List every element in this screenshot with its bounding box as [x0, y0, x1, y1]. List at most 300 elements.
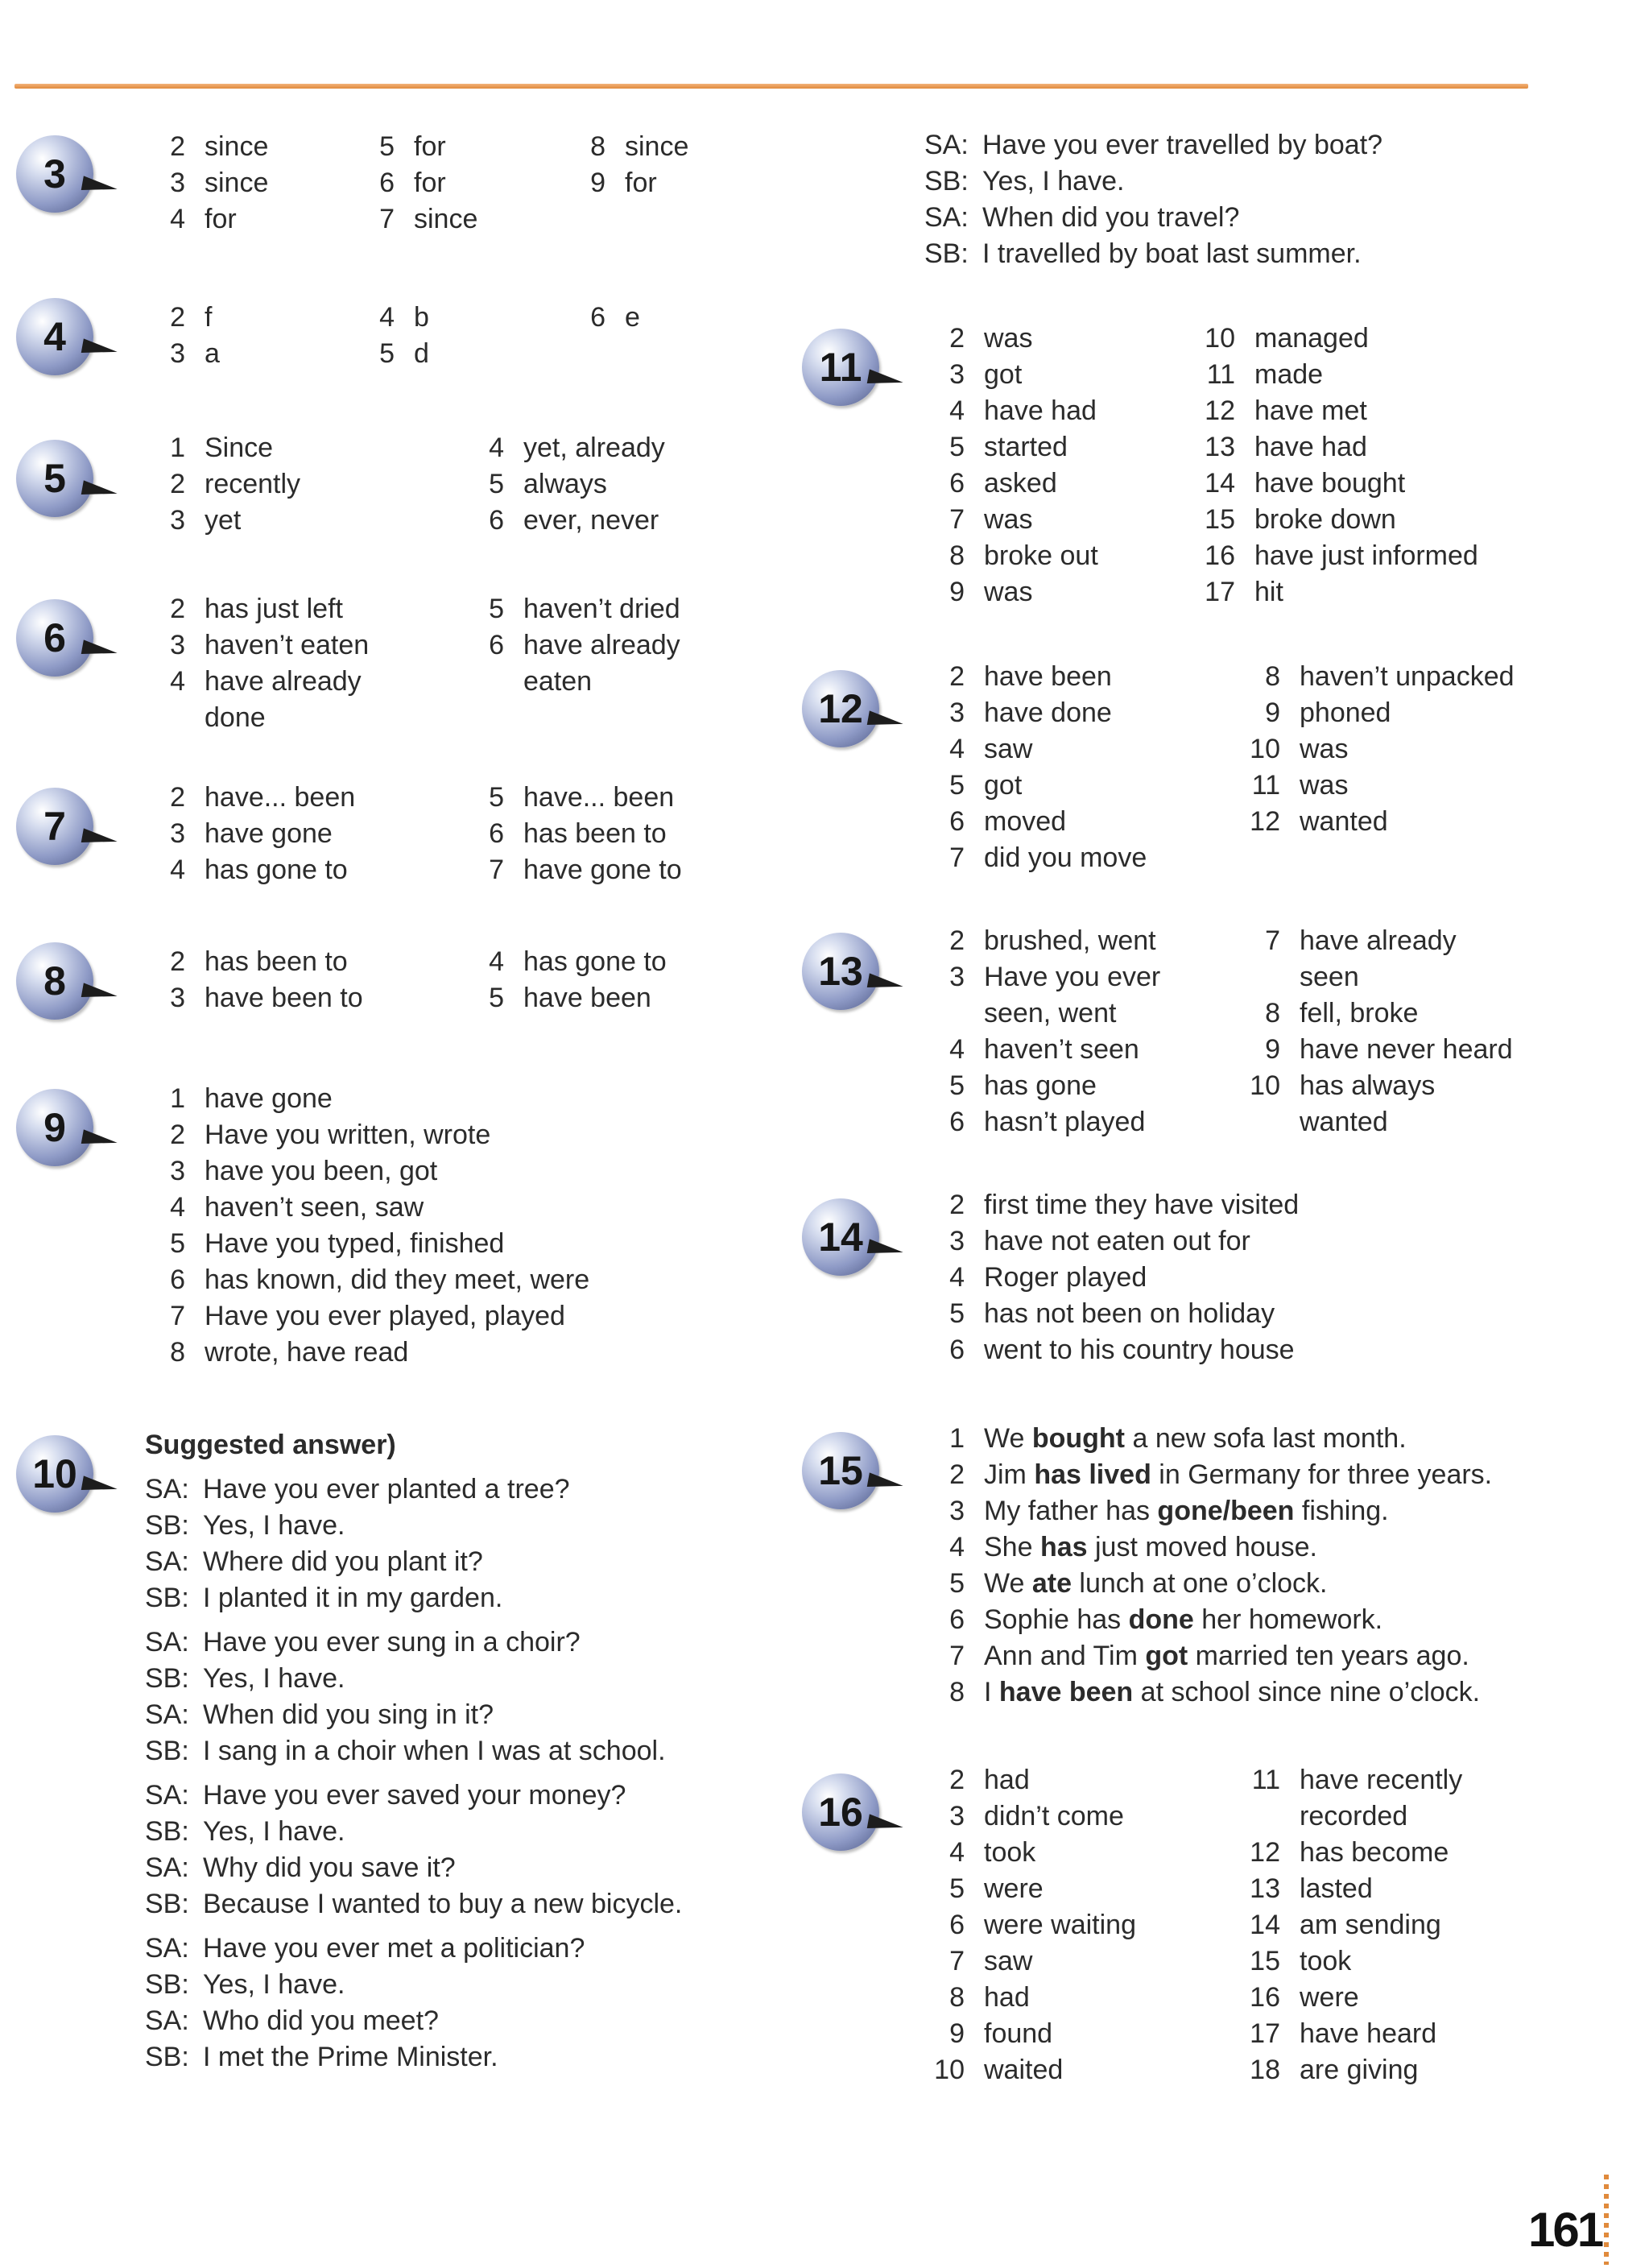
dialogue-text: Who did you meet?: [203, 2005, 439, 2036]
item-answer: had: [984, 1765, 1030, 1795]
item-answer: have gone: [205, 818, 333, 849]
answer-item: [1235, 1871, 1462, 1907]
speaker-label: SB:: [145, 1889, 189, 1919]
speaker-label: SB:: [145, 1510, 189, 1541]
speaker-label: SA:: [145, 1474, 189, 1504]
answer-item: [924, 695, 1147, 731]
speaker-label: SB:: [145, 1583, 189, 1613]
item-number: 4: [379, 302, 395, 333]
item-number: 3: [170, 338, 185, 369]
answer-item: [924, 357, 1098, 393]
answer-item: [924, 1980, 1136, 2016]
item-answer: have... been: [205, 782, 356, 813]
item-number: 6: [489, 505, 504, 536]
answer-item: [1235, 1068, 1513, 1104]
item-answer: went to his country house: [984, 1335, 1295, 1365]
dialogue-text: I travelled by boat last summer.: [982, 238, 1362, 269]
s4-col3: [565, 300, 640, 336]
s3-col2: [354, 129, 477, 238]
answer-item: [924, 574, 1098, 610]
item-answer: Since: [205, 432, 274, 463]
answer-item: [145, 627, 369, 664]
dialogue-text: Yes, I have.: [203, 1816, 345, 1847]
sentence-end: her homework.: [1193, 1604, 1383, 1635]
item-number: 13: [1250, 1873, 1280, 1904]
suggested-answer-heading: Suggested answer): [145, 1430, 396, 1460]
answer-item: [145, 700, 369, 736]
speaker-label: SA:: [145, 2005, 189, 2036]
answer-item: [145, 503, 300, 539]
item-answer: broke out: [984, 540, 1098, 571]
dialogue-text: I sang in a choir when I was at school.: [203, 1736, 666, 1766]
answer-item: [1190, 429, 1478, 466]
answer-item: [145, 1153, 589, 1190]
answer-item: [145, 1226, 589, 1262]
s10-answers: [145, 1427, 682, 2076]
answer-item: [145, 300, 220, 336]
item-number: 3: [170, 818, 185, 849]
item-number: 11: [1251, 1765, 1280, 1795]
item-number: 7: [949, 1946, 965, 1976]
s9-col1: [145, 1081, 589, 1371]
item-answer: am sending: [1300, 1910, 1441, 1940]
answer-item: [924, 1798, 1136, 1835]
answer-item: [464, 430, 665, 466]
item-answer: were: [984, 1873, 1044, 1904]
item-answer: was: [984, 577, 1033, 607]
item-answer: have already: [1300, 925, 1457, 956]
answer-item: [1235, 731, 1515, 768]
answer-item: [924, 1068, 1160, 1104]
answer-item: [924, 538, 1098, 574]
item-answer: have gone: [205, 1083, 333, 1114]
item-answer: has always: [1300, 1070, 1436, 1101]
sentence-end: just moved house.: [1087, 1532, 1317, 1562]
item-answer: e: [625, 302, 640, 333]
answer-item: [354, 165, 477, 201]
item-answer: found: [984, 2018, 1053, 2049]
item-number: 9: [1265, 1034, 1280, 1065]
item-number: 5: [489, 983, 504, 1013]
item-number: 2: [949, 661, 965, 692]
answer-item: [924, 1187, 1299, 1223]
s4-col2: [354, 300, 429, 372]
item-number: 6: [949, 1107, 965, 1137]
item-number: 4: [949, 1532, 965, 1562]
item-answer: was: [984, 323, 1033, 354]
item-number: 3: [949, 359, 965, 390]
answer-item: [145, 430, 300, 466]
speaker-label: SB:: [924, 166, 969, 197]
speaker-label: SA:: [145, 1699, 189, 1730]
item-answer: took: [1300, 1946, 1352, 1976]
s7-col1: [145, 780, 355, 888]
item-answer: have recently: [1300, 1765, 1463, 1795]
answer-item: [354, 201, 477, 238]
exercise-badge-11: 11: [802, 329, 879, 406]
answer-item: [1235, 1798, 1462, 1835]
answer-item: [924, 1296, 1299, 1332]
item-answer: yet, already: [523, 432, 665, 463]
page-edge-dots: [1604, 2175, 1609, 2265]
item-answer: Roger played: [984, 1262, 1147, 1293]
item-number: 6: [379, 168, 395, 198]
answer-item: [1190, 393, 1478, 429]
item-answer: for: [414, 168, 446, 198]
item-number: 9: [949, 577, 965, 607]
answer-item: [924, 466, 1098, 502]
item-answer: done: [205, 702, 266, 733]
sentence-end: in Germany for three years.: [1151, 1459, 1493, 1490]
sentence-line: [924, 1566, 1492, 1602]
answer-item: [1190, 574, 1478, 610]
answer-item: [354, 336, 429, 372]
item-answer: since: [414, 204, 478, 234]
item-number: 4: [949, 395, 965, 426]
item-answer: a: [205, 338, 220, 369]
item-answer: moved: [984, 806, 1067, 837]
item-answer: have never heard: [1300, 1034, 1513, 1065]
dialogue-text: Because I wanted to buy a new bicycle.: [203, 1889, 683, 1919]
answer-item: [924, 502, 1098, 538]
answer-item: [924, 1260, 1299, 1296]
item-number: 3: [170, 1156, 185, 1186]
item-number: 7: [1265, 925, 1280, 956]
item-number: 13: [1205, 432, 1235, 462]
speaker-label: SB:: [145, 1969, 189, 2000]
dialogue-text: I planted it in my garden.: [203, 1583, 503, 1613]
item-number: 7: [489, 855, 504, 885]
answer-item: [464, 664, 680, 700]
dialogue-line: [145, 1967, 682, 2003]
s8-col1: [145, 944, 363, 1016]
item-answer: have been: [984, 661, 1112, 692]
answer-item: [924, 1871, 1136, 1907]
item-answer: haven’t dried: [523, 594, 680, 624]
item-answer: since: [625, 131, 689, 162]
item-answer: wanted: [1300, 806, 1388, 837]
item-number: 12: [1250, 1837, 1280, 1868]
header-rule: [14, 84, 1528, 89]
answer-item: [1235, 1980, 1462, 2016]
dialogue-line: [145, 1814, 682, 1850]
sentence-line: [924, 1421, 1492, 1457]
item-answer: hit: [1254, 577, 1283, 607]
answer-item: [924, 429, 1098, 466]
dialogue-line: [145, 1624, 682, 1661]
item-number: 17: [1250, 2018, 1280, 2049]
answer-item: [1190, 502, 1478, 538]
item-answer: took: [984, 1837, 1036, 1868]
dialogue-text: Yes, I have.: [982, 166, 1125, 197]
item-answer: were: [1300, 1982, 1359, 2013]
item-number: 3: [170, 505, 185, 536]
dialogue-text: Have you ever sung in a choir?: [203, 1627, 581, 1658]
item-answer: have bought: [1254, 468, 1406, 499]
speaker-label: SA:: [145, 1627, 189, 1658]
speaker-label: SB:: [924, 238, 969, 269]
s8-col2: [464, 944, 667, 1016]
dialogue-text: Have you ever travelled by boat?: [982, 130, 1383, 160]
item-answer: for: [205, 204, 237, 234]
answer-item: [924, 659, 1147, 695]
sentence-line: [924, 1529, 1492, 1566]
answer-item: [1235, 995, 1513, 1032]
speaker-label: SA:: [924, 202, 969, 233]
item-answer: have had: [1254, 432, 1367, 462]
dialogue-line: [924, 200, 1382, 236]
item-answer: has gone to: [205, 855, 348, 885]
exercise-badge-15: 15: [802, 1432, 879, 1509]
item-answer: have just informed: [1254, 540, 1478, 571]
item-number: 2: [949, 1765, 965, 1795]
item-number: 8: [1265, 661, 1280, 692]
item-answer: since: [205, 168, 269, 198]
answer-item: [145, 944, 363, 980]
key-verb: gone/been: [1157, 1496, 1295, 1526]
item-answer: has not been on holiday: [984, 1298, 1275, 1329]
item-number: 1: [170, 1083, 185, 1114]
answer-item: [145, 1117, 589, 1153]
exercise-badge-7: 7: [16, 788, 93, 865]
item-number: 1: [949, 1423, 965, 1454]
item-answer: managed: [1254, 323, 1369, 354]
answer-item: [145, 664, 369, 700]
s6-col1: [145, 591, 369, 736]
key-verb: got: [1145, 1641, 1188, 1671]
item-number: 8: [949, 1677, 965, 1707]
answer-item: [354, 300, 429, 336]
answer-item: [145, 336, 220, 372]
answer-item: [145, 1335, 589, 1371]
answer-item: [145, 980, 363, 1016]
item-number: 14: [1205, 468, 1235, 499]
item-answer: haven’t unpacked: [1300, 661, 1515, 692]
item-number: 9: [949, 2018, 965, 2049]
item-answer: has been to: [205, 946, 348, 977]
answer-item: [1235, 2016, 1462, 2052]
answer-item: [924, 321, 1098, 357]
dialogue-text: Have you ever planted a tree?: [203, 1474, 570, 1504]
exercise-badge-13: 13: [802, 933, 879, 1010]
s16-col1: [924, 1762, 1136, 2088]
sentence-start: Ann and Tim: [984, 1641, 1146, 1671]
item-number: 8: [170, 1337, 185, 1368]
item-answer: fell, broke: [1300, 998, 1419, 1028]
dialogue-line: [145, 1850, 682, 1886]
dialogue-line: [145, 1580, 682, 1616]
answer-item: [924, 1223, 1299, 1260]
item-answer: haven’t seen, saw: [205, 1192, 424, 1223]
s16-col2: [1235, 1762, 1462, 2088]
item-number: 2: [949, 1190, 965, 1220]
item-answer: have been to: [205, 983, 363, 1013]
answer-item: [464, 627, 680, 664]
answer-item: [924, 1943, 1136, 1980]
s11-col2: [1190, 321, 1478, 610]
item-answer: have already: [523, 630, 680, 660]
dialogue-line: [145, 1471, 682, 1508]
item-answer: were waiting: [984, 1910, 1136, 1940]
answer-item: [1235, 695, 1515, 731]
s5-col2: [464, 430, 665, 539]
item-number: 10: [934, 2055, 965, 2085]
answer-item: [924, 2016, 1136, 2052]
item-number: 6: [489, 630, 504, 660]
item-number: 2: [170, 302, 185, 333]
dialogue-text: When did you sing in it?: [203, 1699, 494, 1730]
item-answer: didn’t come: [984, 1801, 1124, 1831]
item-number: 2: [949, 1459, 965, 1490]
answer-item: [565, 165, 688, 201]
item-answer: b: [414, 302, 429, 333]
item-answer: have... been: [523, 782, 675, 813]
sentence-end: lunch at one o’clock.: [1071, 1568, 1328, 1599]
item-number: 8: [590, 131, 605, 162]
item-number: 7: [949, 1641, 965, 1671]
item-number: 3: [949, 1496, 965, 1526]
item-answer: Have you typed, finished: [205, 1228, 505, 1259]
answer-item: [145, 852, 355, 888]
answer-item: [1190, 357, 1478, 393]
answer-item: [1235, 1943, 1462, 1980]
dialogue-line: [924, 127, 1382, 163]
item-number: 15: [1250, 1946, 1280, 1976]
item-answer: for: [625, 168, 657, 198]
item-number: 2: [949, 925, 965, 956]
dialogue-line: [145, 1886, 682, 1922]
sentence-line: [924, 1638, 1492, 1674]
answer-item: [1235, 1762, 1462, 1798]
item-answer: wanted: [1300, 1107, 1388, 1137]
dialogue-line: [145, 1508, 682, 1544]
answer-item: [1235, 1104, 1513, 1140]
answer-item: [1190, 538, 1478, 574]
sentence-start: My father has: [984, 1496, 1158, 1526]
sentence-end: fishing.: [1294, 1496, 1389, 1526]
dialogue-text: Have you ever saved your money?: [203, 1780, 626, 1811]
item-answer: for: [414, 131, 446, 162]
item-number: 9: [590, 168, 605, 198]
item-answer: hasn’t played: [984, 1107, 1146, 1137]
item-answer: waited: [984, 2055, 1064, 2085]
item-number: 9: [1265, 697, 1280, 728]
key-verb: have been: [998, 1677, 1134, 1707]
s6-col2: [464, 591, 680, 700]
sentence-start: Jim: [984, 1459, 1035, 1490]
answer-item: [1235, 959, 1513, 995]
item-number: 5: [949, 1873, 965, 1904]
item-number: 6: [170, 1264, 185, 1295]
answer-item: [145, 201, 268, 238]
answer-item: [1235, 2052, 1462, 2088]
exercise-badge-6: 6: [16, 599, 93, 677]
answer-item: [924, 804, 1147, 840]
item-number: 4: [170, 1192, 185, 1223]
answer-item: [1235, 1032, 1513, 1068]
answer-item: [145, 129, 268, 165]
item-answer: have been: [523, 983, 651, 1013]
answer-item: [924, 840, 1147, 876]
s13-col2: [1235, 923, 1513, 1140]
item-answer: has gone to: [523, 946, 667, 977]
item-answer: got: [984, 770, 1023, 801]
dialogue-line: [145, 1733, 682, 1769]
item-answer: lasted: [1300, 1873, 1373, 1904]
item-answer: have gone to: [523, 855, 682, 885]
dialogue-text: Yes, I have.: [203, 1510, 345, 1541]
item-number: 6: [949, 468, 965, 499]
answer-item: [924, 1032, 1160, 1068]
item-number: 6: [949, 1910, 965, 1940]
dialogue-text: Where did you plant it?: [203, 1546, 483, 1577]
answer-item: [145, 1298, 589, 1335]
item-number: 10: [1205, 323, 1235, 354]
answer-item: [464, 503, 665, 539]
item-number: 10: [1250, 734, 1280, 764]
item-answer: did you move: [984, 842, 1147, 873]
item-number: 4: [949, 1034, 965, 1065]
item-answer: first time they have visited: [984, 1190, 1300, 1220]
item-number: 3: [170, 983, 185, 1013]
answer-item: [924, 1332, 1299, 1368]
answer-item: [464, 466, 665, 503]
item-number: 12: [1250, 806, 1280, 837]
sentence-line: [924, 1602, 1492, 1638]
sentence-text: [984, 1457, 1492, 1493]
item-answer: Have you ever played, played: [205, 1301, 565, 1331]
item-answer: brushed, went: [984, 925, 1156, 956]
dialogue-text: Why did you save it?: [203, 1852, 456, 1883]
item-answer: have you been, got: [205, 1156, 438, 1186]
answer-item: [145, 780, 355, 816]
sentence-start: We: [984, 1568, 1032, 1599]
item-number: 6: [949, 1604, 965, 1635]
answer-item: [464, 852, 682, 888]
item-number: 5: [489, 782, 504, 813]
item-number: 8: [949, 540, 965, 571]
s5-col1: [145, 430, 300, 539]
item-answer: recorded: [1300, 1801, 1408, 1831]
item-number: 11: [1251, 770, 1280, 801]
sentence-start: Sophie has: [984, 1604, 1129, 1635]
item-answer: have already: [205, 666, 362, 697]
item-number: 18: [1250, 2055, 1280, 2085]
item-number: 7: [949, 504, 965, 535]
s3-col3: [565, 129, 688, 201]
dialogue-line: [145, 1778, 682, 1814]
answer-item: [464, 780, 682, 816]
answer-item: [354, 129, 477, 165]
dialogue-text: I met the Prime Minister.: [203, 2042, 498, 2072]
item-number: 17: [1205, 577, 1235, 607]
answer-item: [145, 816, 355, 852]
item-answer: eaten: [523, 666, 593, 697]
item-number: 5: [949, 432, 965, 462]
item-number: 5: [949, 1568, 965, 1599]
answer-item: [924, 731, 1147, 768]
sentence-text: [984, 1638, 1469, 1674]
speaker-label: SB:: [145, 2042, 189, 2072]
item-answer: was: [984, 504, 1033, 535]
item-answer: wrote, have read: [205, 1337, 409, 1368]
answer-item: [464, 980, 667, 1016]
exercise-badge-3: 3: [16, 135, 93, 213]
key-verb: ate: [1031, 1568, 1072, 1599]
answer-item: [1190, 466, 1478, 502]
item-answer: have heard: [1300, 2018, 1437, 2049]
s14-col1: [924, 1187, 1299, 1368]
